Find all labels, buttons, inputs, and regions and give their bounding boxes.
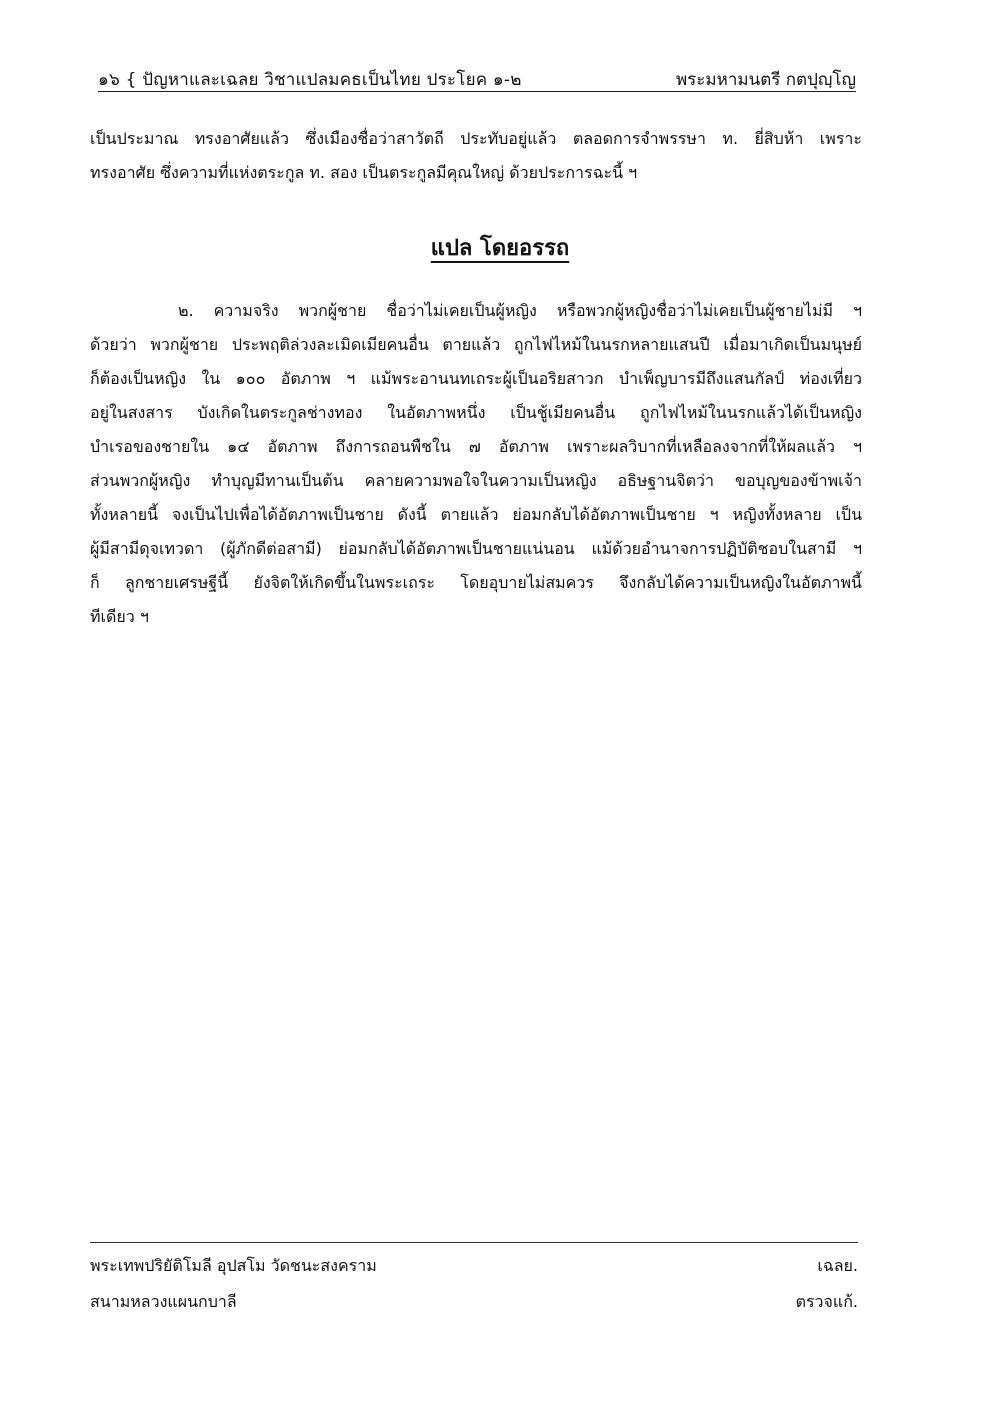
intro-line: เป็นประมาณ ทรงอาศัยแล้ว ซึ่งเมืองชื่อว่าสาวัตถี ประทับอยู่แล้ว ตลอดการจำพรรษา ท. ยี่สิบห้า เพราะ bbox=[90, 129, 862, 148]
header-divider bbox=[98, 91, 856, 92]
paragraph-line: บำเรอของชายใน ๑๔ อัตภาพ ถึงการถอนพืชใน ๗ อัตภาพ เพราะผลวิบากที่เหลือลงจากที่ให้ผลแล้ว ฯ bbox=[90, 437, 862, 456]
footer-divider bbox=[90, 1242, 858, 1243]
paragraph-line: ส่วนพวกผู้หญิง ทำบุญมีทานเป็นต้น คลายความพอใจในความเป็นหญิง อธิษฐานจิตว่า ขอบุญของข้าพเจ้า bbox=[90, 471, 862, 490]
page-header bbox=[98, 66, 856, 94]
footer-row bbox=[90, 1286, 858, 1318]
paragraph-line: อยู่ในสงสาร บังเกิดในตระกูลช่างทอง ในอัตภาพหนึ่ง เป็นชู้เมียคนอื่น ถูกไฟไหม้ในนรกแล้วได้เป็นหญิง bbox=[90, 403, 862, 422]
paragraph-line: ผู้มีสามีดุจเทวดา (ผู้ภักดีต่อสามี) ย่อมกลับได้อัตภาพเป็นชายแน่นอน แม้ด้วยอำนาจการปฏิบัติชอบในสามี ฯ bbox=[90, 539, 862, 558]
section-title bbox=[0, 230, 1000, 265]
header-author: พระมหามนตรี กตปุญฺโญ bbox=[675, 70, 856, 90]
paragraph-line: ก็ต้องเป็นหญิง ใน ๑๐๐ อัตภาพ ฯ แม้พระอานนทเถระผู้เป็นอริยสาวก บำเพ็ญบารมีถึงแสนกัลป์ ท่องเที่ยว bbox=[90, 369, 862, 388]
section-title-text: แปล โดยอรรถ bbox=[430, 236, 570, 261]
intro-paragraph bbox=[90, 122, 862, 190]
header-book-title: ๑๖ { ปัญหาและเฉลย วิชาแปลมคธเป็นไทย ประโยค ๑-๒ bbox=[98, 70, 522, 90]
footer-reviewer: สนามหลวงแผนกบาลี bbox=[90, 1292, 237, 1311]
translation-paragraph bbox=[90, 294, 862, 634]
paragraph-line: ด้วยว่า พวกผู้ชาย ประพฤติล่วงละเมิดเมียคนอื่น ตายแล้ว ถูกไฟไหม้ในนรกหลายแสนปี เมื่อมาเกิดเป็นมนุษย์ bbox=[90, 335, 862, 354]
footer-answer-label: เฉลย. bbox=[817, 1256, 858, 1275]
paragraph-line: ทีเดียว ฯ bbox=[90, 607, 149, 626]
page-footer bbox=[90, 1250, 858, 1318]
intro-line: ทรงอาศัย ซึ่งความที่แห่งตระกูล ท. สอง เป็นตระกูลมีคุณใหญ่ ด้วยประการฉะนี้ ฯ bbox=[90, 163, 638, 182]
footer-reviewed-label: ตรวจแก้. bbox=[795, 1292, 858, 1311]
footer-answer-author: พระเทพปริยัติโมลี อุปสโม วัดชนะสงคราม bbox=[90, 1256, 377, 1275]
paragraph-line: ก็ ลูกชายเศรษฐีนี้ ยังจิตให้เกิดขึ้นในพระเถระ โดยอุบายไม่สมควร จึงกลับได้ความเป็นหญิงในอัตภาพนี้ bbox=[90, 573, 862, 592]
paragraph-line: ทั้งหลายนี้ จงเป็นไปเพื่อได้อัตภาพเป็นชาย ดังนี้ ตายแล้ว ย่อมกลับได้อัตภาพเป็นชาย ฯ หญิงทั้งหลาย เป็น bbox=[90, 505, 862, 524]
paragraph-line: ๒. ความจริง พวกผู้ชาย ชื่อว่าไม่เคยเป็นผู้หญิง หรือพวกผู้หญิงชื่อว่าไม่เคยเป็นผู้ชายไม่มี ฯ bbox=[178, 301, 862, 320]
footer-row bbox=[90, 1250, 858, 1282]
